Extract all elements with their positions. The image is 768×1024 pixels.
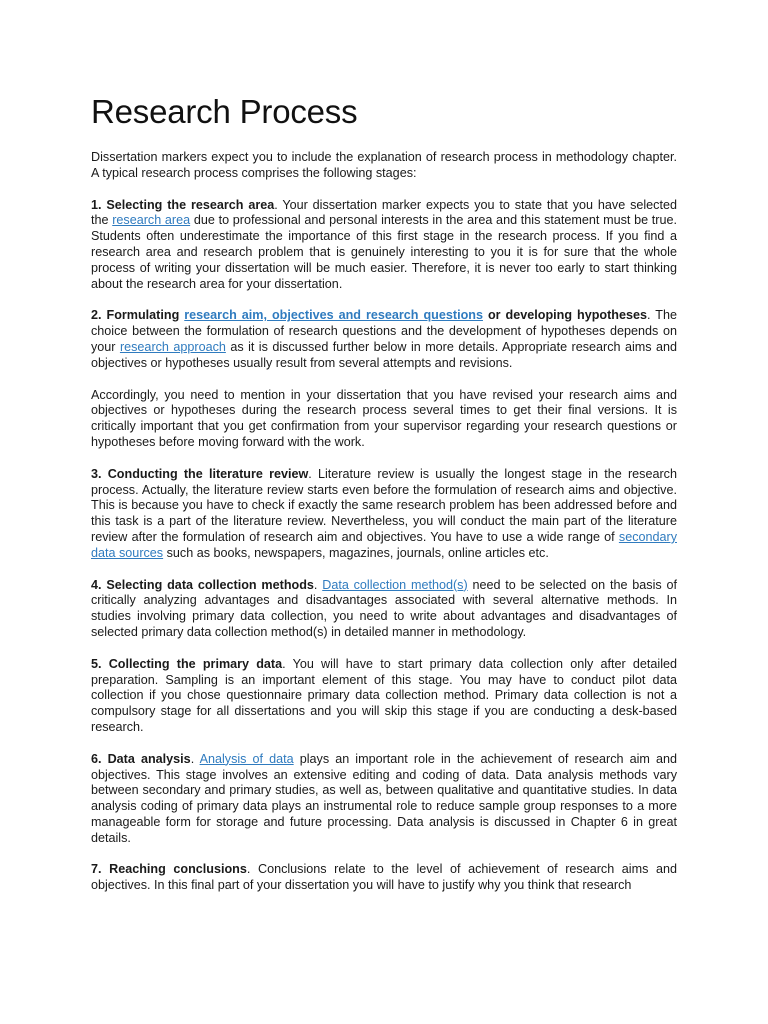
stage-3-text-b: such as books, newspapers, magazines, journals, online articles etc. [163,545,549,560]
document-body [91,150,677,910]
stage-6-heading: 6. Data analysis [91,751,191,766]
stage-6-text-a: . [190,751,200,766]
intro-paragraph: Dissertation markers expect you to include the explanation of research process in methodology chapter. A typical research process comprises the following stages: [91,150,677,180]
stage-2-followup-paragraph: Accordingly, you need to mention in your dissertation that you have revised your research aims and objectives or hypotheses during the research process several times to get their final versions. It is critically important that you get confirmation from your supervisor regarding your research questions or hypotheses before moving forward with the work. [91,387,677,449]
stage-2-paragraph [91,308,677,371]
page-title: Research Process [91,93,358,130]
research-area-link[interactable]: research area [112,213,191,228]
stage-1-text-a: . Your dissertation marker expects you to state that you have selected the [91,197,677,228]
stage-3-paragraph [91,467,677,562]
stage-5-paragraph [91,657,677,736]
stage-4-paragraph [91,578,677,641]
research-approach-link[interactable]: research approach [119,339,226,354]
stage-4-text-a: . [313,577,323,592]
stage-5-heading: 5. Collecting the primary data [91,656,283,671]
stage-3-text-a: . Literature review is usually the longest stage in the research process. Actually, the literature review starts even before the formulation of research aims and objective. This is because you have to check if exactly the same research problem has been addressed before and this task is a part of the literature review. Nevertheless, you will conduct the main part of the literature review after the formulation of research aim and objectives. You have to use a wide range of [91,466,677,544]
stage-2-heading-b: or developing hypotheses [482,308,648,323]
stage-7-text: . Conclusions relate to the level of achievement of research aims and objectives. In this final part of your dissertation you will have to justify why you think that research [91,862,677,893]
stage-1-text-b: due to professional and personal interests in the area and this statement must be true. Students often underestimate the importance of this first stage in the research process. If you find a research area and research problem that is genuinely interesting to you it is for sure that the whole process of writing your dissertation will be much easier. Therefore, it is never too early to start thinking about the research area for your dissertation. [91,213,678,291]
stage-6-paragraph [91,752,677,847]
research-aim-objectives-link[interactable]: research aim, objectives and research questions [184,308,483,323]
stage-2-text-a: . The choice between the formulation of research questions and the development of hypotheses depends on your [91,308,677,354]
stage-7-heading: 7. Reaching conclusions [91,862,247,877]
stage-4-text-b: need to be selected on the basis of critically analyzing advantages and disadvantages associated with several alternative methods. In studies involving primary data collection, you need to write about advantages and disadvantages of selected primary data collection method(s) in detailed manner in methodology. [91,577,677,639]
stage-1-paragraph [91,198,677,293]
stage-2-text-b: as it is discussed further below in more details. Appropriate research aims and objectives or hypotheses usually result from several attempts and revisions. [91,339,677,370]
stage-5-text: . You will have to start primary data collection only after detailed preparation. Sampling is an important element of this stage. You may have to conduct pilot data collection if you chose questionnaire primary data collection method. Primary data collection is not a compulsory stage for all dissertations and you will skip this stage if you are conducting a desk-based research. [91,656,678,734]
stage-4-heading: 4. Selecting data collection methods [91,577,314,592]
analysis-of-data-link[interactable]: Analysis of data [199,751,294,766]
stage-1-heading: 1. Selecting the research area [91,197,275,212]
stage-2-heading-a: 2. Formulating [91,308,185,323]
data-collection-methods-link[interactable]: Data collection method(s) [322,577,468,592]
stage-3-heading: 3. Conducting the literature review [91,466,309,481]
secondary-data-sources-link[interactable]: secondary data sources [91,529,677,560]
stage-7-paragraph [91,862,677,894]
stage-6-text-b: plays an important role in the achievement of research aim and objectives. This stage involves an extensive editing and coding of data. Data analysis methods vary between secondary and primary studies, as well as, between qualitative and quantitative studies. In data analysis coding of primary data plays an instrumental role to reduce sample group responses to a more manageable form for storage and future processing. Data analysis is discussed in Chapter 6 in great details. [91,751,677,845]
